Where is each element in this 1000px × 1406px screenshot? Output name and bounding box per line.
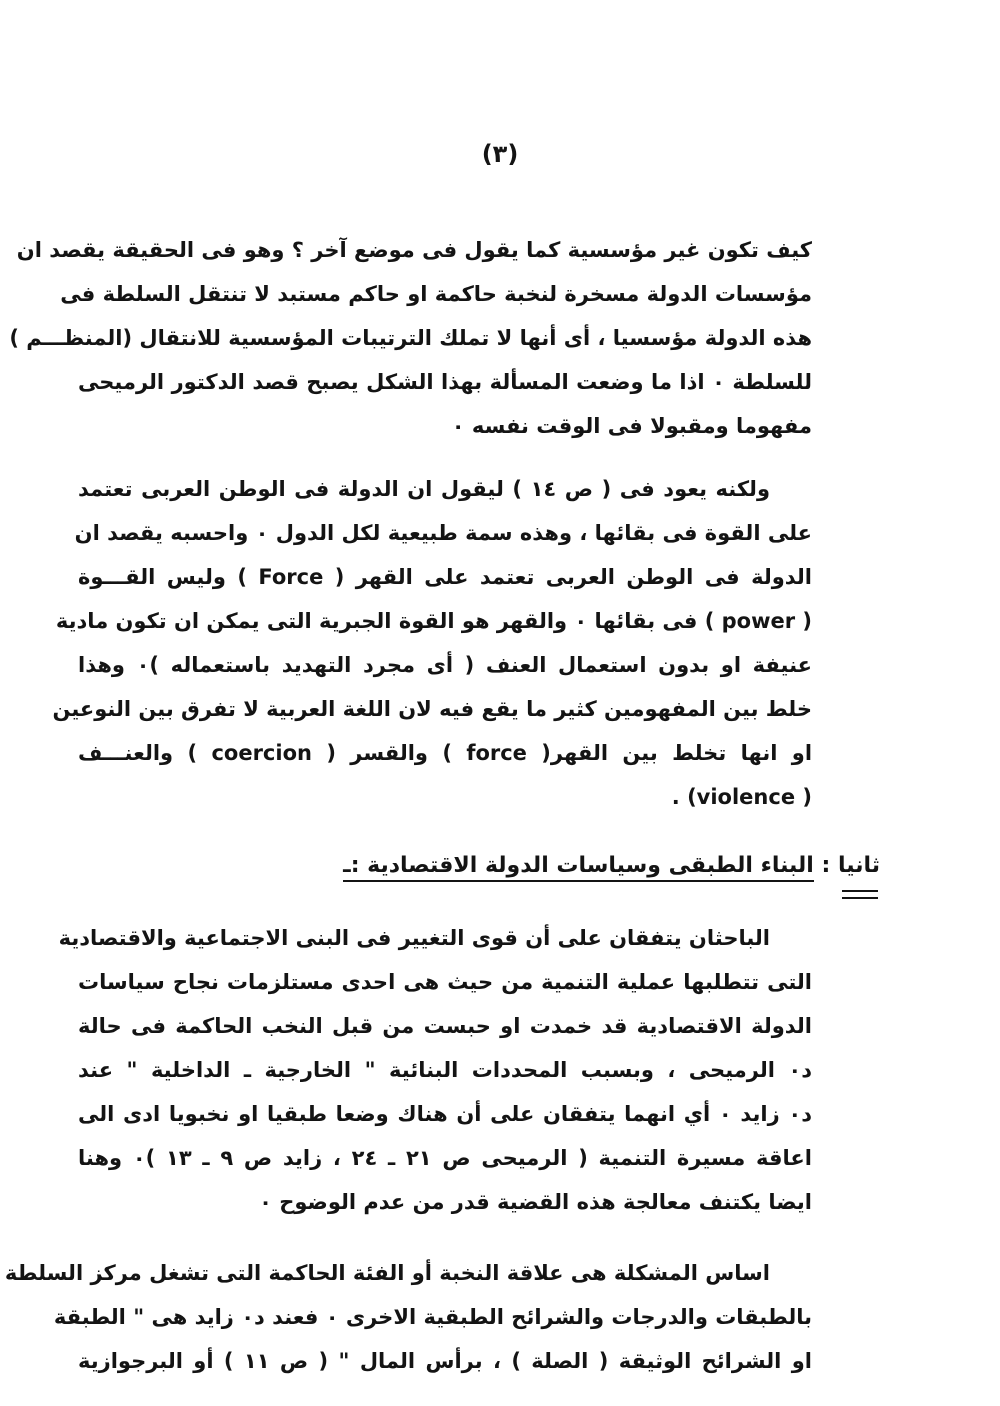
text-line: ولكنه يعود فى ( ص ١٤ ) ليقول ان الدولة فى الوطن العربى تعتمد — [78, 477, 770, 501]
text-line: على القوة فى بقائها ، وهذه سمة طبيعية لكل الدول ٠ واحسبه يقصد ان — [74, 521, 812, 545]
text-line: د٠ زايد ٠ أي انهما يتفقان على أن هناك وضعا طبقيا او نخبويا ادى الى — [78, 1102, 812, 1126]
text-line: ( violence) . — [671, 785, 812, 809]
text-line: مفهوما ومقبولا فى الوقت نفسه ٠ — [451, 414, 812, 438]
text-line: اعاقة مسيرة التنمية ( الرميحى ص ٢١ ـ ٢٤ ، زايد ص ٩ ـ ١٣ )٠ وهنا — [78, 1146, 812, 1170]
text-line: خلط بين المفهومين كثير ما يقع فيه لان اللغة العربية لا تفرق بين النوعين — [52, 697, 812, 721]
section-heading-label: ثانيا : — [821, 853, 880, 878]
text-line: الدولة الاقتصادية قد خمدت او حبست من قبل النخب الحاكمة فى حالة — [78, 1014, 812, 1038]
section-heading-title: البناء الطبقى وسياسات الدولة الاقتصادية :ـ — [343, 853, 814, 882]
text-line: مؤسسات الدولة مسخرة لنخبة حاكمة او حاكم مستبد لا تنتقل السلطة فى — [60, 282, 812, 306]
text-line: للسلطة ٠ اذا ما وضعت المسألة بهذا الشكل يصبح قصد الدكتور الرميحى — [78, 370, 812, 394]
paragraph-4 — [4, 1251, 812, 1383]
text-line: د٠ الرميحى ، وبسبب المحددات البنائية " الخارجية ـ الداخلية " عند — [78, 1058, 812, 1082]
text-line: كيف تكون غير مؤسسية كما يقول فى موضع آخر ؟ وهو فى الحقيقة يقصد ان — [16, 238, 812, 262]
paragraph-2 — [52, 467, 813, 819]
text-line: او الشرائح الوثيقة ( الصلة ) ، برأس المال " ( ص ١١ ) أو البرجوازية — [78, 1349, 812, 1373]
text-line: ايضا يكتنف معالجة هذه القضية قدر من عدم الوضوح ٠ — [259, 1190, 812, 1214]
text-line: التى تتطلبها عملية التنمية من حيث هى احدى مستلزمات نجاح سياسات — [78, 970, 812, 994]
text-line: الباحثان يتفقان على أن قوى التغيير فى البنى الاجتماعية والاقتصادية — [58, 926, 770, 950]
text-line: ( power ) فى بقائها ٠ والقهر هو القوة الجبرية التى يمكن ان تكون مادية — [55, 609, 812, 633]
text-line: هذه الدولة مؤسسيا ، أى أنها لا تملك الترتيبات المؤسسية للانتقال (المنظـــم ) — [9, 326, 812, 350]
paragraph-1 — [9, 228, 812, 448]
paragraph-3 — [58, 916, 812, 1224]
text-line: او انها تخلط بين القهر( force ) والقسر ( coercion ) والعنـــف — [78, 741, 813, 765]
text-line: عنيفة او بدون استعمال العنف ( أى مجرد التهديد باستعماله )٠ وهذا — [78, 653, 812, 677]
section-heading — [343, 853, 880, 882]
text-line: اساس المشكلة هى علاقة النخبة أو الفئة الحاكمة التى تشغل مركز السلطة — [4, 1261, 770, 1285]
text-line: الدولة فى الوطن العربى تعتمد على القهر ( Force ) وليس القـــوة — [78, 565, 812, 589]
double-underline-mark — [842, 890, 878, 899]
text-line: بالطبقات والدرجات والشرائح الطبقية الاخرى ٠ فعند د٠ زايد هى " الطبقة — [53, 1305, 812, 1329]
page-number: (٣) — [481, 140, 519, 168]
